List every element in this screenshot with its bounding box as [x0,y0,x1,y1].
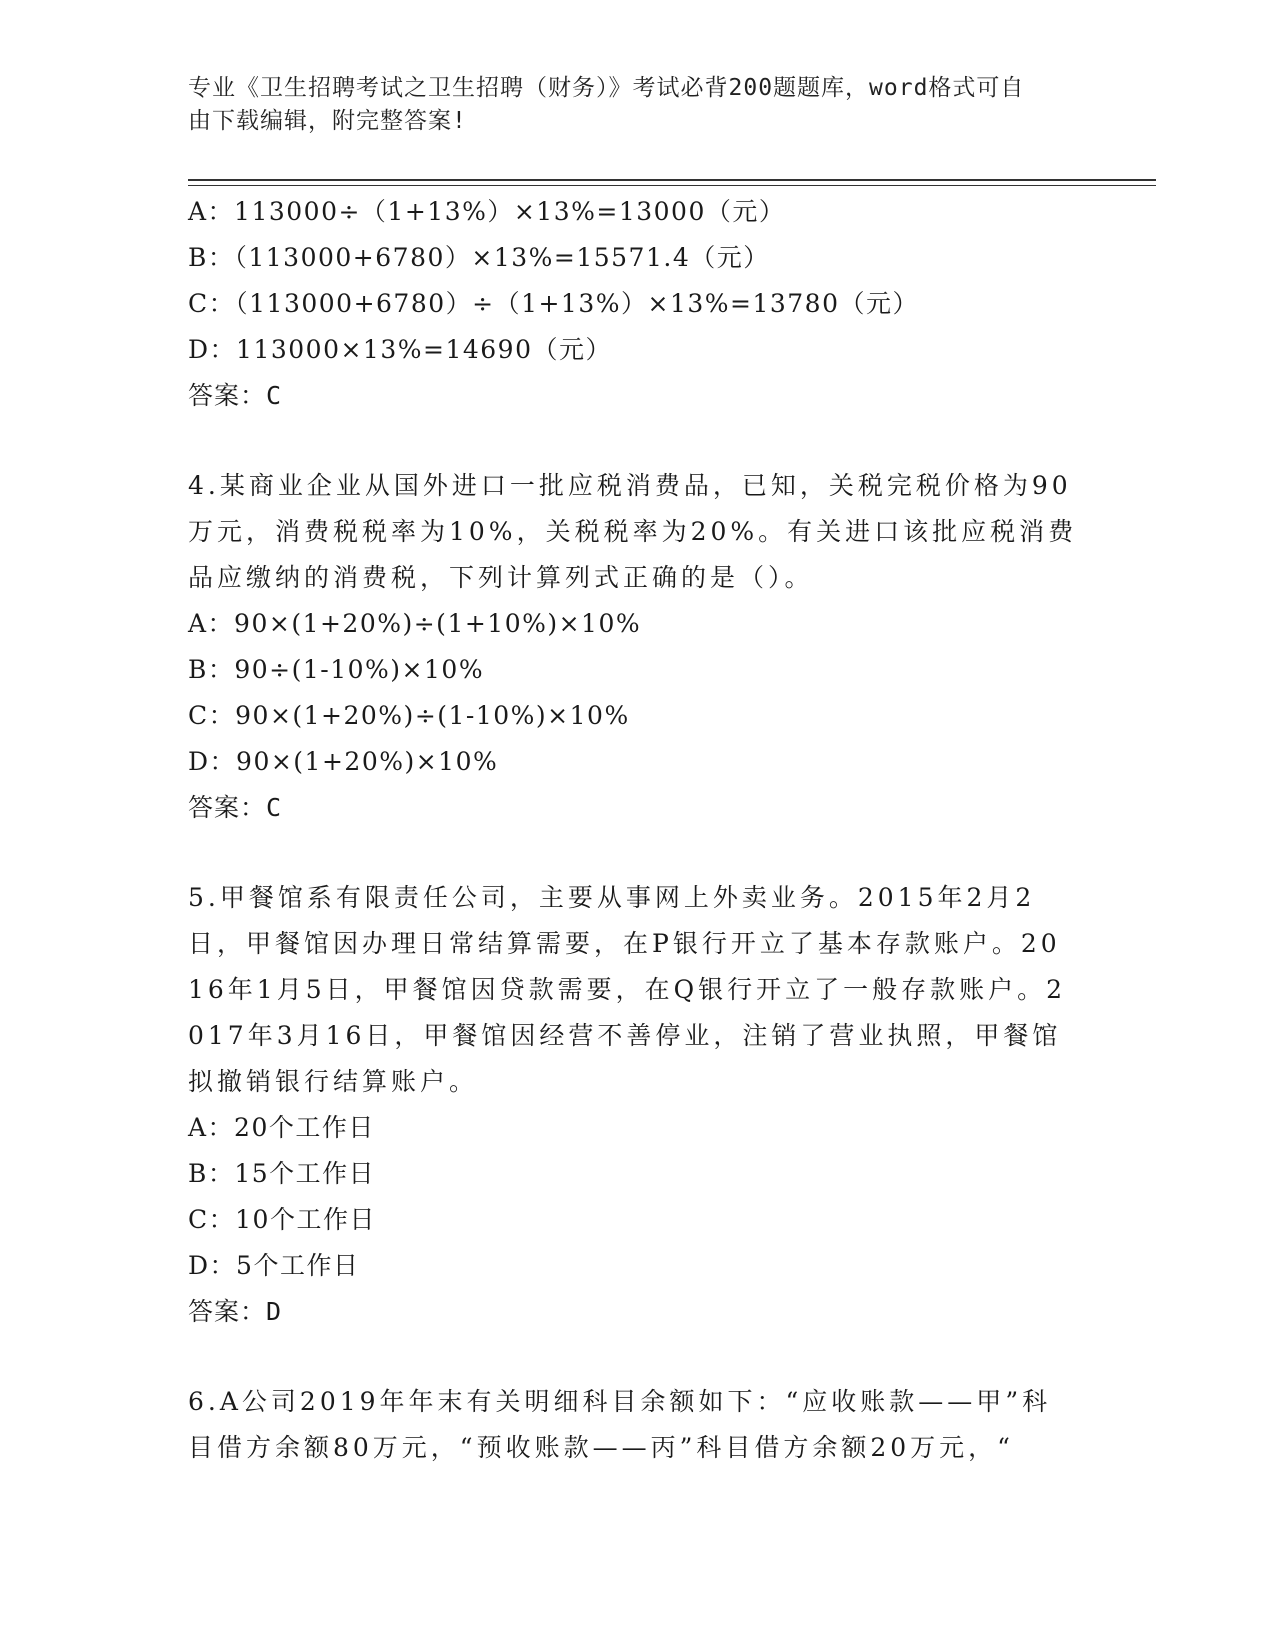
header-rule-thick [188,179,1156,181]
option-b: B：（113000+6780）×13%=15571.4（元） [188,243,770,272]
answer: 答案：D [188,1297,283,1326]
option-c: C：（113000+6780）÷（1+13%）×13%=13780（元） [188,289,919,318]
option-d: D：90×(1+20%)×10% [188,747,499,776]
option-d: D：5个工作日 [188,1251,360,1280]
header-rule-thin [188,185,1156,186]
answer: 答案：C [188,793,283,822]
question-stem: 6.A公司2019年年末有关明细科目余额如下：“应收账款——甲”科目借方余额80万元，“预收账款——丙”科目借方余额20万元，“ [188,1387,1052,1462]
option-b: B：90÷(1-10%)×10% [188,655,485,684]
question-stem: 4.某商业企业从国外进口一批应税消费品，已知，关税完税价格为90万元，消费税税率为10%，关税税率为20%。有关进口该批应税消费品应缴纳的消费税，下列计算列式正确的是（）。 [188,471,1078,592]
option-c: C：10个工作日 [188,1205,376,1234]
answer: 答案：C [188,381,283,410]
option-c: C：90×(1+20%)÷(1-10%)×10% [188,701,630,730]
spacer [188,1335,1078,1379]
spacer [188,831,1078,875]
header-line-1: 专业《卫生招聘考试之卫生招聘（财务）》考试必背200题题库，word格式可自 [188,75,1025,101]
question-4-block [188,463,1078,831]
option-a: A：113000÷（1+13%）×13%=13000（元） [188,197,786,226]
question-5-block [188,875,1078,1335]
question-3-block [188,189,1078,419]
option-b: B：15个工作日 [188,1159,376,1188]
option-a: A：90×(1+20%)÷(1+10%)×10% [188,609,642,638]
header-line-2: 由下载编辑，附完整答案! [188,108,467,134]
spacer [188,419,1078,463]
question-stem: 5.甲餐馆系有限责任公司，主要从事网上外卖业务。2015年2月2日，甲餐馆因办理日常结算需要，在P银行开立了基本存款账户。2016年1月5日，甲餐馆因贷款需要，在Q银行开立了一般存款账户。2017年3月16日，甲餐馆因经营不善停业，注销了营业执照，甲餐馆拟撤销银行结算账户。 [188,883,1067,1096]
option-d: D：113000×13%=14690（元） [188,335,612,364]
option-a: A：20个工作日 [188,1113,375,1142]
document-header [188,72,1088,138]
question-list [188,189,1078,1471]
question-6-block [188,1379,1078,1471]
